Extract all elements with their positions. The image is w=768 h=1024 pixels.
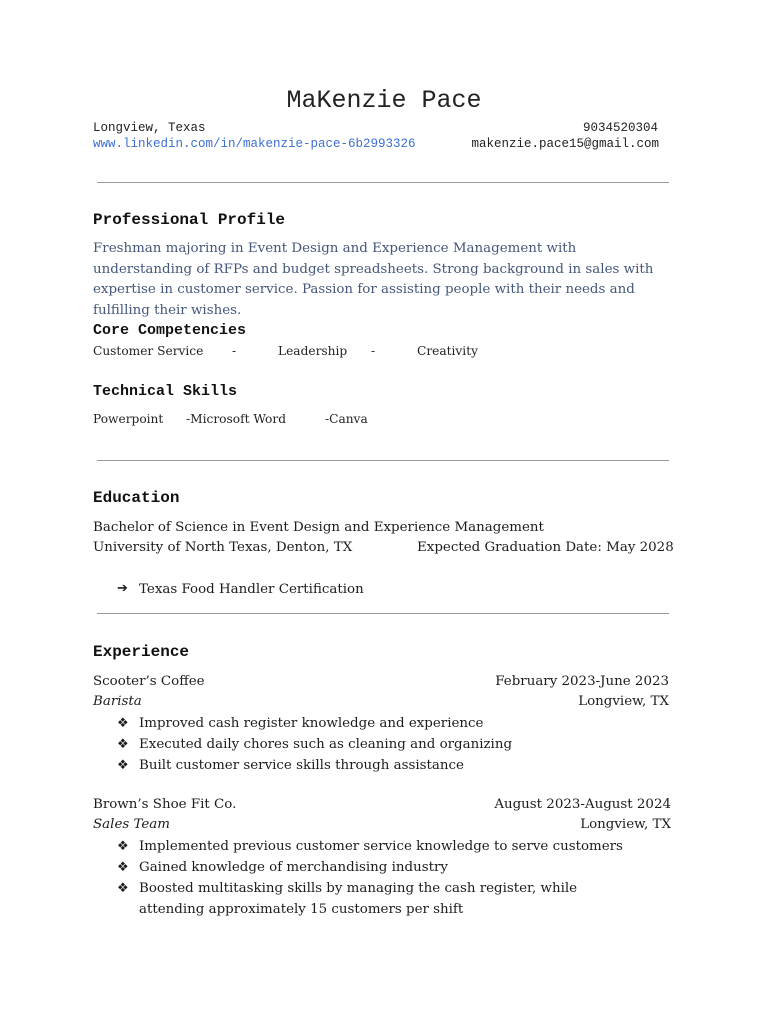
job-bullet: Gained knowledge of merchandising industry bbox=[139, 860, 448, 875]
job-bullet: Executed daily chores such as cleaning and organizing bbox=[139, 737, 513, 752]
competency-item: Customer Service bbox=[93, 344, 204, 358]
graduation-date bbox=[417, 540, 674, 555]
divider bbox=[97, 182, 669, 183]
email-address[interactable]: makenzie.pace15@gmail.com bbox=[471, 137, 659, 151]
phone-number: 9034520304 bbox=[582, 121, 658, 135]
job-role: Barista bbox=[93, 694, 142, 709]
diamond-bullet-icon: ❖ bbox=[117, 881, 129, 896]
diamond-bullet-icon: ❖ bbox=[117, 758, 129, 773]
experience-heading: Experience bbox=[93, 643, 190, 661]
job-location: Longview, TX bbox=[578, 694, 669, 709]
applicant-name: MaKenzie Pace bbox=[286, 86, 482, 115]
location: Longview, Texas bbox=[93, 121, 206, 135]
job-bullet: Improved cash register knowledge and experience bbox=[139, 716, 484, 731]
divider bbox=[97, 460, 669, 461]
technical-skills-heading: Technical Skills bbox=[93, 383, 238, 400]
skill-item: Powerpoint bbox=[93, 412, 164, 426]
competency-item: Creativity bbox=[417, 344, 478, 358]
divider bbox=[97, 613, 669, 614]
diamond-bullet-icon: ❖ bbox=[117, 716, 129, 731]
job-location: Longview, TX bbox=[580, 817, 671, 832]
skill-item: -Canva bbox=[325, 412, 368, 426]
job-company: Brown’s Shoe Fit Co. bbox=[93, 797, 237, 812]
education-heading: Education bbox=[93, 489, 180, 507]
arrow-icon: ➔ bbox=[117, 581, 128, 596]
skill-item: -Microsoft Word bbox=[186, 412, 287, 426]
job-dates: February 2023-June 2023 bbox=[495, 674, 669, 689]
job-role: Sales Team bbox=[93, 817, 170, 832]
job-bullet: Implemented previous customer service knowledge to serve customers bbox=[139, 839, 623, 854]
graduation-value: May 2028 bbox=[601, 540, 674, 555]
graduation-label: Expected Graduation Date: bbox=[417, 540, 602, 555]
diamond-bullet-icon: ❖ bbox=[117, 737, 129, 752]
degree: Bachelor of Science in Event Design and Experience Management bbox=[93, 520, 544, 535]
competency-separator: - bbox=[232, 344, 237, 358]
certification: Texas Food Handler Certification bbox=[139, 582, 364, 597]
job-company: Scooter’s Coffee bbox=[93, 674, 205, 689]
diamond-bullet-icon: ❖ bbox=[117, 839, 129, 854]
profile-heading: Professional Profile bbox=[93, 211, 286, 229]
job-dates: August 2023-August 2024 bbox=[494, 797, 671, 812]
school: University of North Texas, Denton, TX bbox=[93, 540, 353, 555]
job-bullet: Boosted multitasking skills by managing the cash register, while attending approximately 15 customers per shift bbox=[139, 881, 578, 917]
competency-separator: - bbox=[371, 344, 376, 358]
competency-item: Leadership bbox=[278, 344, 348, 358]
linkedin-link[interactable]: www.linkedin.com/in/makenzie-pace-6b2993326 bbox=[93, 137, 416, 151]
profile-text: Freshman majoring in Event Design and Experience Management with understanding of RFPs and budget spreadsheets. Strong background in sales with expertise in customer service. Passion for assisting people with their needs and fulfilling their wishes. bbox=[93, 241, 654, 318]
job-bullet: Built customer service skills through assistance bbox=[139, 758, 464, 773]
core-competencies-heading: Core Competencies bbox=[93, 322, 247, 339]
diamond-bullet-icon: ❖ bbox=[117, 860, 129, 875]
